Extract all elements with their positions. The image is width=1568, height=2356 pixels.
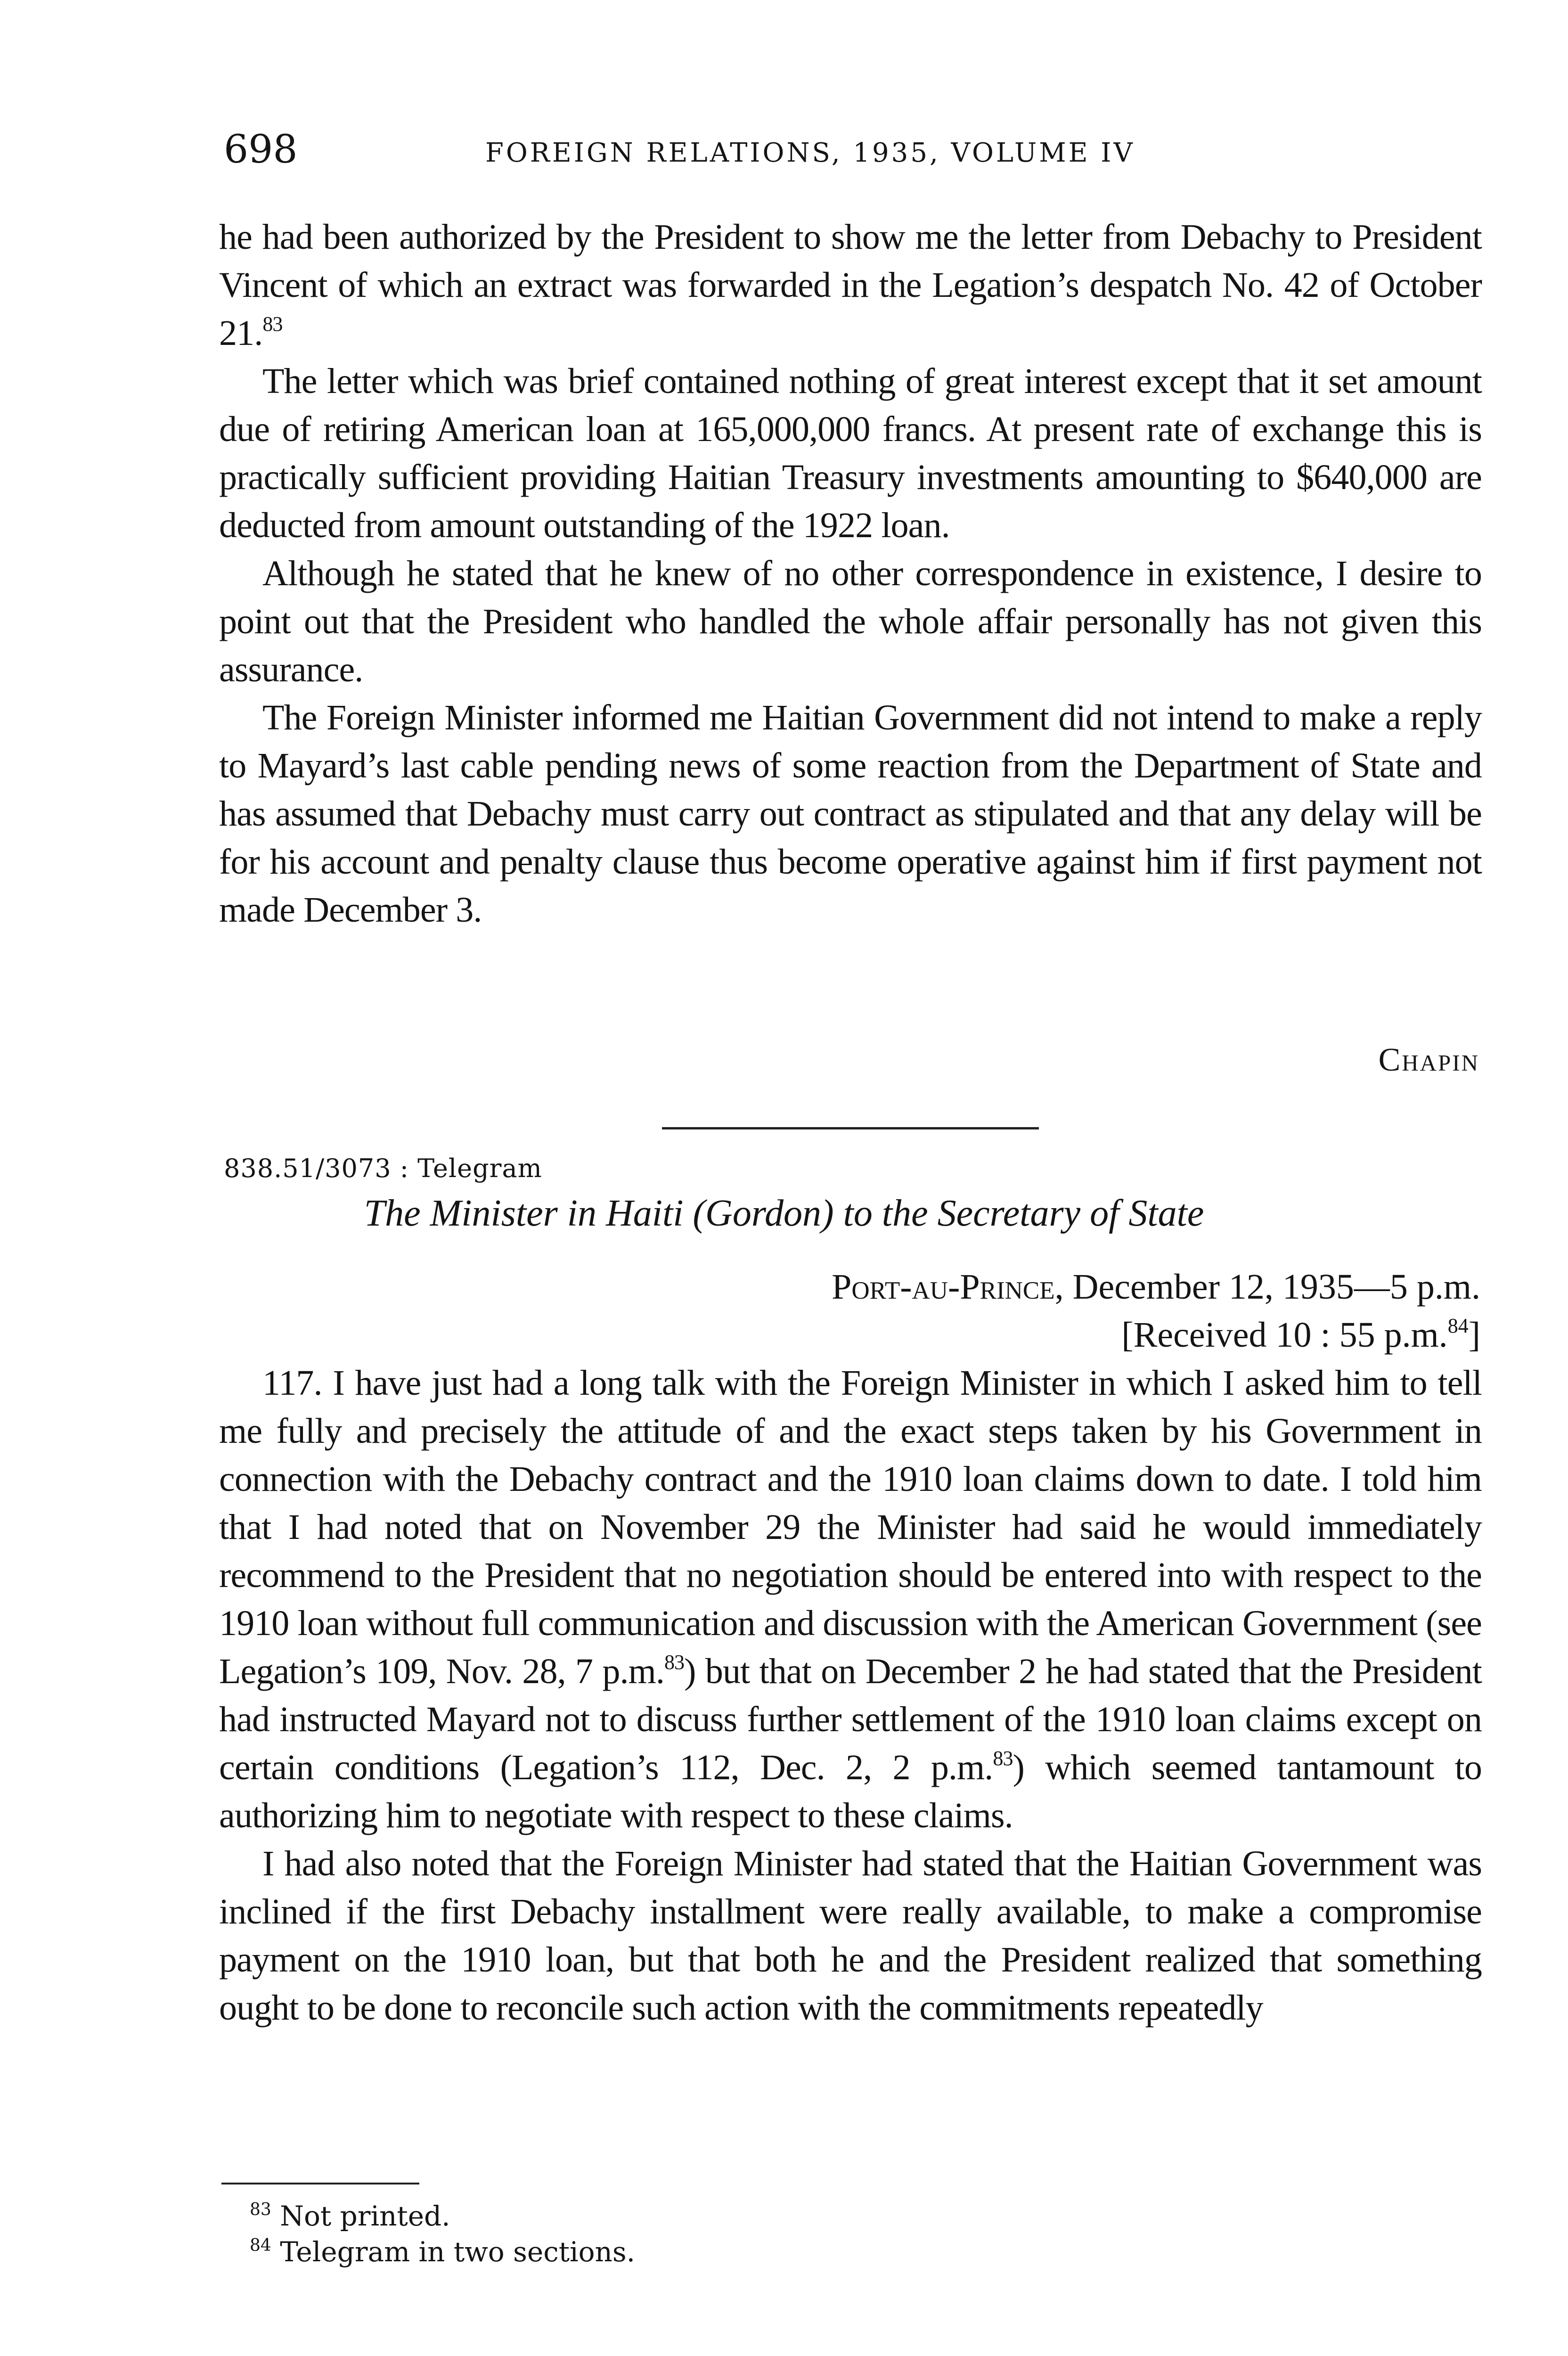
footnote-mark: 84 — [250, 2236, 271, 2255]
running-head: FOREIGN RELATIONS, 1935, VOLUME IV — [485, 138, 1135, 168]
page-number: 698 — [224, 127, 298, 172]
footnote-text: Telegram in two sections. — [280, 2236, 636, 2268]
paragraph: I had also noted that the Foreign Minister had stated that the Haitian Government was inclined if the first Debachy installment were really available, to make a compromise payment on the 1910 loan, but that both he and the President realized that something ought to be done to reconcile such action with the commitments repeatedly — [219, 1844, 1482, 2028]
received-text: [Received 10 : 55 p.m. — [1121, 1315, 1448, 1355]
footnote-ref: 83 — [993, 1747, 1013, 1770]
dateline-line — [832, 1263, 1480, 1311]
paragraph: The letter which was brief contained nothing of great interest except that it set amount due of retiring American loan at 165,000,000 francs. At present rate of exchange this is practically sufficient providing Haitian Treasury investments amounting to $640,000 are deducted from amount outstanding of the 1922 loan. — [219, 361, 1482, 545]
letter-body-continued — [219, 213, 1482, 934]
paragraph — [219, 1359, 1482, 1840]
telegram-body — [219, 1359, 1482, 2032]
paragraph-text: ) but that on December 2 he had stated that the President had instructed Mayard not to discuss further settlement of the 1910 loan claims except on certain conditions (Legation’s 112, Dec. 2, 2 p.m. — [219, 1652, 1482, 1787]
footnote-mark: 83 — [250, 2200, 271, 2219]
dateline-place: Port-au-Prince — [832, 1267, 1055, 1307]
paragraph-text: ) which seemed tantamount to authorizing him to negotiate with respect to these claims. — [219, 1748, 1482, 1835]
paragraph-text: he had been authorized by the President to show me the letter from Debachy to President Vincent of which an extract was forwarded in the Legation’s despatch No. 42 of October 21. — [219, 217, 1482, 353]
section-divider — [662, 1127, 1039, 1129]
footnote-ref: 84 — [1447, 1314, 1469, 1337]
signature: Chapin — [1378, 1042, 1479, 1078]
document-title: The Minister in Haiti (Gordon) to the Secretary of State — [364, 1193, 1204, 1234]
dateline — [832, 1263, 1480, 1359]
footnote-ref: 83 — [664, 1651, 685, 1674]
received-close: ] — [1468, 1315, 1480, 1355]
file-reference: 838.51/3073 : Telegram — [224, 1153, 542, 1183]
footnote — [250, 2198, 635, 2234]
paragraph: The Foreign Minister informed me Haitian Government did not intend to make a reply to Mayard’s last cable pending news of some reaction from the Department of State and has assumed that Debachy must carry out contract as stipulated and that any delay will be for his account and penalty clause thus become operative against him if first payment not made December 3. — [219, 698, 1482, 930]
paragraph — [219, 213, 1482, 357]
footnote-ref: 83 — [262, 312, 283, 335]
dateline-date: , December 12, 1935—5 p.m. — [1054, 1267, 1480, 1307]
paragraph: Although he stated that he knew of no other correspondence in existence, I desire to point out that the President who handled the whole affair personally has not given this assurance. — [219, 554, 1482, 689]
footnote-rule — [221, 2183, 419, 2184]
footnote-text: Not printed. — [280, 2200, 450, 2232]
paragraph-text: 117. I have just had a long talk with the Foreign Minister in which I asked him to tell me fully and precisely the attitude of and the exact steps taken by his Government in connection with the Debachy contract and the 1910 loan claims down to date. I told him that I had noted that on November 29 the Minister had said he would immediately recommend to the President that no negotiation should be entered into with respect to the 1910 loan without full communication and discussion with the American Government (see Legation’s 109, Nov. 28, 7 p.m. — [219, 1363, 1482, 1691]
received-line — [832, 1311, 1480, 1359]
footnotes — [250, 2198, 635, 2270]
page-header — [224, 126, 1477, 178]
footnote — [250, 2234, 635, 2270]
